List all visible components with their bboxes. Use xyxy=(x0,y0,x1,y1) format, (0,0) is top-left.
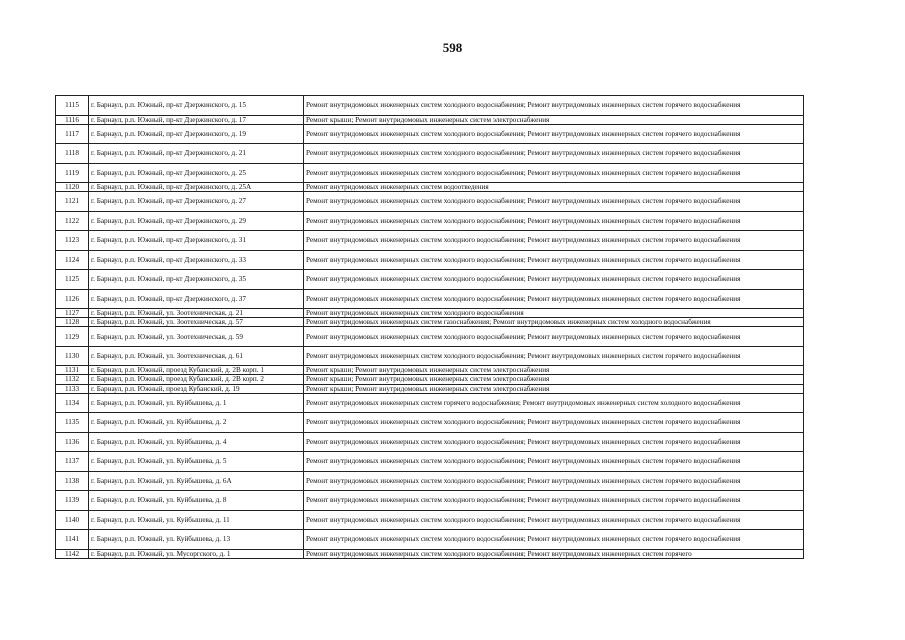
row-number-cell: 1139 xyxy=(56,491,89,511)
row-number-cell: 1135 xyxy=(56,413,89,433)
work-type-cell: Ремонт внутридомовых инженерных систем холодного водоснабжения; Ремонт внутридомовых инженерных систем горячего водоснабжения xyxy=(304,163,804,183)
work-type-cell: Ремонт внутридомовых инженерных систем холодного водоснабжения; Ремонт внутридомовых инженерных систем горячего водоснабжения xyxy=(304,211,804,231)
table-row xyxy=(56,289,804,309)
table-row xyxy=(56,366,804,375)
address-cell: г. Барнаул, р.п. Южный, проезд Кубанский, д. 19 xyxy=(89,384,304,393)
row-number-cell: 1122 xyxy=(56,211,89,231)
work-type-cell: Ремонт внутридомовых инженерных систем холодного водоснабжения; Ремонт внутридомовых инженерных систем горячего водоснабжения xyxy=(304,413,804,433)
row-number-cell: 1142 xyxy=(56,549,89,558)
address-cell: г. Барнаул, р.п. Южный, пр-кт Дзержинского, д. 31 xyxy=(89,231,304,251)
address-cell: г. Барнаул, р.п. Южный, пр-кт Дзержинского, д. 27 xyxy=(89,192,304,212)
row-number-cell: 1137 xyxy=(56,452,89,472)
row-number-cell: 1126 xyxy=(56,289,89,309)
address-cell: г. Барнаул, р.п. Южный, пр-кт Дзержинского, д. 17 xyxy=(89,115,304,124)
address-cell: г. Барнаул, р.п. Южный, пр-кт Дзержинского, д. 37 xyxy=(89,289,304,309)
table-row xyxy=(56,471,804,491)
address-cell: г. Барнаул, р.п. Южный, ул. Куйбышева, д. 8 xyxy=(89,491,304,511)
page-number: 598 xyxy=(442,40,463,55)
row-number-cell: 1128 xyxy=(56,318,89,327)
work-type-cell: Ремонт внутридомовых инженерных систем холодного водоснабжения; Ремонт внутридомовых инженерных систем горячего водоснабжения xyxy=(304,289,804,309)
row-number-cell: 1117 xyxy=(56,124,89,144)
table-row xyxy=(56,375,804,384)
registry-body xyxy=(56,96,804,559)
work-type-cell: Ремонт внутридомовых инженерных систем холодного водоснабжения; Ремонт внутридомовых инженерных систем горячего водоснабжения xyxy=(304,144,804,164)
row-number-cell: 1116 xyxy=(56,115,89,124)
table-row xyxy=(56,192,804,212)
table-row xyxy=(56,318,804,327)
address-cell: г. Барнаул, р.п. Южный, ул. Куйбышева, д. 6А xyxy=(89,471,304,491)
registry-table xyxy=(55,95,804,559)
table-row xyxy=(56,327,804,347)
address-cell: г. Барнаул, р.п. Южный, пр-кт Дзержинского, д. 21 xyxy=(89,144,304,164)
address-cell: г. Барнаул, р.п. Южный, ул. Куйбышева, д. 11 xyxy=(89,510,304,530)
row-number-cell: 1119 xyxy=(56,163,89,183)
row-number-cell: 1134 xyxy=(56,393,89,413)
work-type-cell: Ремонт внутридомовых инженерных систем холодного водоснабжения; Ремонт внутридомовых инженерных систем горячего водоснабжения xyxy=(304,530,804,550)
work-type-cell: Ремонт внутридомовых инженерных систем холодного водоснабжения; Ремонт внутридомовых инженерных систем горячего водоснабжения xyxy=(304,96,804,116)
table-row xyxy=(56,144,804,164)
address-cell: г. Барнаул, р.п. Южный, ул. Куйбышева, д. 2 xyxy=(89,413,304,433)
table-row xyxy=(56,250,804,270)
table-row xyxy=(56,183,804,192)
address-cell: г. Барнаул, р.п. Южный, ул. Зоотехническая, д. 57 xyxy=(89,318,304,327)
work-type-cell: Ремонт внутридомовых инженерных систем холодного водоснабжения; Ремонт внутридомовых инженерных систем горячего водоснабжения xyxy=(304,192,804,212)
row-number-cell: 1127 xyxy=(56,309,89,318)
work-type-cell: Ремонт внутридомовых инженерных систем холодного водоснабжения; Ремонт внутридомовых инженерных систем горячего водоснабжения xyxy=(304,250,804,270)
work-type-cell: Ремонт внутридомовых инженерных систем холодного водоснабжения; Ремонт внутридомовых инженерных систем горячего водоснабжения xyxy=(304,270,804,290)
work-type-cell: Ремонт крыши; Ремонт внутридомовых инженерных систем электроснабжения xyxy=(304,366,804,375)
row-number-cell: 1121 xyxy=(56,192,89,212)
address-cell: г. Барнаул, р.п. Южный, ул. Зоотехническая, д. 61 xyxy=(89,346,304,366)
address-cell: г. Барнаул, р.п. Южный, пр-кт Дзержинского, д. 33 xyxy=(89,250,304,270)
table-row xyxy=(56,432,804,452)
work-type-cell: Ремонт внутридомовых инженерных систем холодного водоснабжения; Ремонт внутридомовых инженерных систем горячего водоснабжения xyxy=(304,510,804,530)
address-cell: г. Барнаул, р.п. Южный, ул. Зоотехническая, д. 59 xyxy=(89,327,304,347)
work-type-cell: Ремонт внутридомовых инженерных систем водоотведения xyxy=(304,183,804,192)
table-row xyxy=(56,510,804,530)
row-number-cell: 1115 xyxy=(56,96,89,116)
address-cell: г. Барнаул, р.п. Южный, пр-кт Дзержинского, д. 25 xyxy=(89,163,304,183)
work-type-cell: Ремонт внутридомовых инженерных систем холодного водоснабжения; Ремонт внутридомовых инженерных систем горячего водоснабжения xyxy=(304,432,804,452)
table-row xyxy=(56,211,804,231)
address-cell: г. Барнаул, р.п. Южный, ул. Куйбышева, д. 4 xyxy=(89,432,304,452)
row-number-cell: 1133 xyxy=(56,384,89,393)
work-type-cell: Ремонт внутридомовых инженерных систем холодного водоснабжения xyxy=(304,309,804,318)
address-cell: г. Барнаул, р.п. Южный, пр-кт Дзержинского, д. 29 xyxy=(89,211,304,231)
table-row xyxy=(56,452,804,472)
row-number-cell: 1125 xyxy=(56,270,89,290)
address-cell: г. Барнаул, р.п. Южный, ул. Куйбышева, д. 5 xyxy=(89,452,304,472)
address-cell: г. Барнаул, р.п. Южный, ул. Куйбышева, д. 1 xyxy=(89,393,304,413)
work-type-cell: Ремонт крыши; Ремонт внутридомовых инженерных систем электроснабжения xyxy=(304,375,804,384)
work-type-cell: Ремонт внутридомовых инженерных систем холодного водоснабжения; Ремонт внутридомовых инженерных систем горячего водоснабжения xyxy=(304,231,804,251)
address-cell: г. Барнаул, р.п. Южный, пр-кт Дзержинского, д. 35 xyxy=(89,270,304,290)
work-type-cell: Ремонт внутридомовых инженерных систем газоснабжения; Ремонт внутридомовых инженерных систем холодного водоснабжения xyxy=(304,318,804,327)
table-row xyxy=(56,491,804,511)
address-cell: г. Барнаул, р.п. Южный, ул. Куйбышева, д. 13 xyxy=(89,530,304,550)
row-number-cell: 1136 xyxy=(56,432,89,452)
work-type-cell: Ремонт внутридомовых инженерных систем холодного водоснабжения; Ремонт внутридомовых инженерных систем горячего водоснабжения xyxy=(304,471,804,491)
table-row xyxy=(56,530,804,550)
row-number-cell: 1132 xyxy=(56,375,89,384)
row-number-cell: 1141 xyxy=(56,530,89,550)
work-type-cell: Ремонт внутридомовых инженерных систем холодного водоснабжения; Ремонт внутридомовых инженерных систем горячего xyxy=(304,549,804,558)
table-row xyxy=(56,124,804,144)
table-row xyxy=(56,549,804,558)
row-number-cell: 1124 xyxy=(56,250,89,270)
table-row xyxy=(56,413,804,433)
row-number-cell: 1138 xyxy=(56,471,89,491)
table-row xyxy=(56,346,804,366)
row-number-cell: 1130 xyxy=(56,346,89,366)
row-number-cell: 1120 xyxy=(56,183,89,192)
table-row xyxy=(56,115,804,124)
work-type-cell: Ремонт крыши; Ремонт внутридомовых инженерных систем электроснабжения xyxy=(304,115,804,124)
address-cell: г. Барнаул, р.п. Южный, ул. Зоотехническая, д. 21 xyxy=(89,309,304,318)
work-type-cell: Ремонт внутридомовых инженерных систем горячего водоснабжения; Ремонт внутридомовых инженерных систем холодного водоснабжения xyxy=(304,393,804,413)
address-cell: г. Барнаул, р.п. Южный, пр-кт Дзержинского, д. 19 xyxy=(89,124,304,144)
table-row xyxy=(56,270,804,290)
work-type-cell: Ремонт внутридомовых инженерных систем холодного водоснабжения; Ремонт внутридомовых инженерных систем горячего водоснабжения xyxy=(304,491,804,511)
table-row xyxy=(56,309,804,318)
table-row xyxy=(56,384,804,393)
row-number-cell: 1123 xyxy=(56,231,89,251)
row-number-cell: 1118 xyxy=(56,144,89,164)
address-cell: г. Барнаул, р.п. Южный, пр-кт Дзержинского, д. 15 xyxy=(89,96,304,116)
work-type-cell: Ремонт внутридомовых инженерных систем холодного водоснабжения; Ремонт внутридомовых инженерных систем горячего водоснабжения xyxy=(304,124,804,144)
work-type-cell: Ремонт внутридомовых инженерных систем холодного водоснабжения; Ремонт внутридомовых инженерных систем горячего водоснабжения xyxy=(304,346,804,366)
address-cell: г. Барнаул, р.п. Южный, ул. Мусоргского, д. 1 xyxy=(89,549,304,558)
work-type-cell: Ремонт внутридомовых инженерных систем холодного водоснабжения; Ремонт внутридомовых инженерных систем горячего водоснабжения xyxy=(304,327,804,347)
row-number-cell: 1131 xyxy=(56,366,89,375)
table-row xyxy=(56,96,804,116)
table-row xyxy=(56,163,804,183)
table-row xyxy=(56,231,804,251)
work-type-cell: Ремонт крыши; Ремонт внутридомовых инженерных систем электроснабжения xyxy=(304,384,804,393)
address-cell: г. Барнаул, р.п. Южный, проезд Кубанский, д. 2В корп. 1 xyxy=(89,366,304,375)
row-number-cell: 1140 xyxy=(56,510,89,530)
row-number-cell: 1129 xyxy=(56,327,89,347)
address-cell: г. Барнаул, р.п. Южный, проезд Кубанский, д. 2В корп. 2 xyxy=(89,375,304,384)
work-type-cell: Ремонт внутридомовых инженерных систем холодного водоснабжения; Ремонт внутридомовых инженерных систем горячего водоснабжения xyxy=(304,452,804,472)
table-row xyxy=(56,393,804,413)
address-cell: г. Барнаул, р.п. Южный, пр-кт Дзержинского, д. 25А xyxy=(89,183,304,192)
